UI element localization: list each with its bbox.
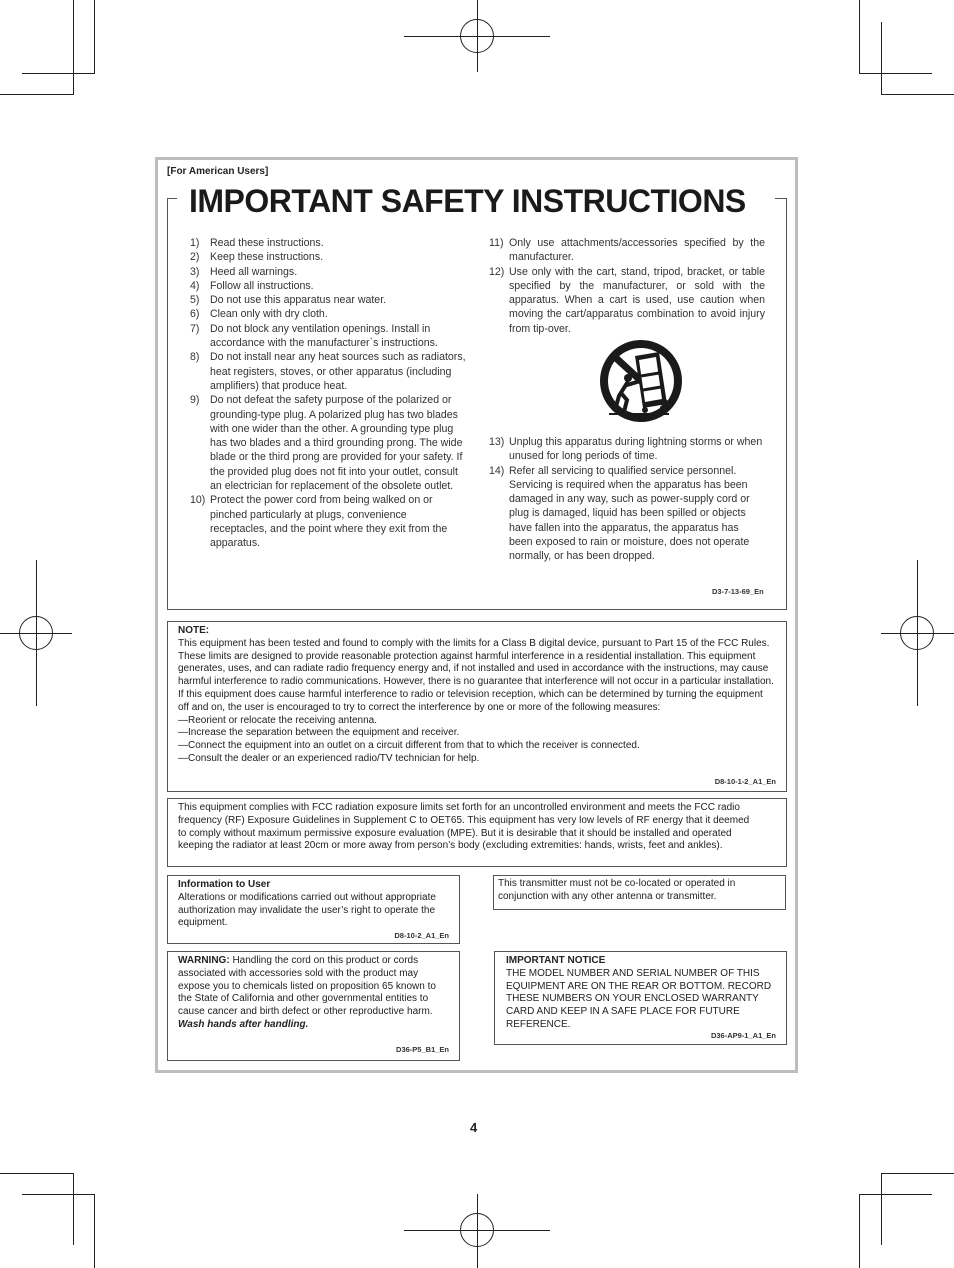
important-notice-box	[494, 951, 787, 1045]
registration-circle-icon	[19, 616, 53, 650]
document-code: D8-10-2_A1_En	[394, 931, 449, 940]
instruction-item	[489, 265, 765, 336]
instruction-item	[489, 435, 765, 464]
note-measure-item: —Reorient or relocate the receiving antenna.	[178, 714, 378, 726]
instruction-text: Clean only with dry cloth.	[210, 308, 328, 321]
instructions-list-right	[489, 236, 765, 336]
document-code: D36-P5_B1_En	[396, 1045, 449, 1054]
instruction-text: Read these instructions.	[210, 237, 324, 249]
instruction-text: Protect the power cord from being walked on or pinched particularly at plugs, convenience receptacles, and the point where they exit from the apparatus.	[210, 494, 448, 550]
instruction-text: Do not defeat the safety purpose of the polarized or grounding-type plug. A polarized plug has two blades with one wider than the other. A grounding type plug has two blades and a third grounding prong. The wide blade or the third prong are provided for your safety. If the provided plug does not fit into your outlet, consult an electrician for replacement of the obsolete outlet.	[210, 394, 463, 493]
rf-exposure-box	[167, 798, 787, 867]
instruction-item	[190, 250, 466, 264]
instruction-number: 9)	[190, 394, 200, 407]
instruction-item	[190, 493, 466, 550]
info-body: Alterations or modifications carried out without appropriate authorization may invalidate the user’s right to operate the equipment.	[178, 891, 436, 929]
instruction-text: Do not install near any heat sources such as radiators, heat registers, stoves, or other apparatus (including amplifiers) that produce heat.	[210, 351, 466, 392]
instruction-number: 4)	[190, 279, 200, 292]
instruction-item	[489, 236, 765, 265]
warning-label: WARNING:	[178, 955, 230, 966]
instruction-item	[190, 307, 466, 321]
instruction-item	[190, 265, 466, 279]
instruction-text: Heed all warnings.	[210, 265, 298, 278]
instructions-list-left	[190, 236, 466, 551]
warning-box	[167, 951, 460, 1061]
document-code: D36-AP9-1_A1_En	[710, 1031, 776, 1040]
notice-heading: IMPORTANT NOTICE	[506, 955, 606, 966]
instruction-text: Do not use this apparatus near water.	[210, 294, 387, 307]
warning-body: Handling the cord on this product or cords associated with accessories sold with the product may expose you to chemicals listed on proposition 65 known to the State of California and other governmental entities to cause cancer and birth defect or other reproductive harm.	[178, 955, 436, 1018]
rf-exposure-text: This equipment complies with FCC radiation exposure limits set forth for an uncontrolled environment and meets the FCC radio frequency (RF) Exposure Guidelines in Supplement C to OET65. This equipment has very low levels of RF energy that it deemed to comply without maximum permissive exposure evaluation (MPE). But it is desirable that it should be installed and operated keeping the radiator at least 20cm or more away from person’s body (excluding extremities: hands, wrists, feet and ankles).	[178, 802, 750, 852]
page-title: IMPORTANT SAFETY INSTRUCTIONS	[189, 183, 746, 219]
transmitter-notice-box	[493, 875, 786, 910]
registration-circle-icon	[460, 1213, 494, 1247]
fcc-note-box	[167, 621, 787, 792]
instruction-item	[190, 322, 466, 351]
instruction-number: 7)	[190, 322, 200, 335]
instruction-number: 3)	[190, 265, 200, 278]
instruction-text: Only use attachments/accessories specified by the manufacturer.	[509, 237, 765, 264]
instructions-list-right-continued	[489, 435, 765, 564]
instruction-number: 8)	[190, 351, 200, 364]
instruction-item	[190, 279, 466, 293]
note-body: This equipment has been tested and found to comply with the limits for a Class B digital device, pursuant to Part 15 of the FCC Rules. These limits are designed to provide reasonable protection against harmful interference in a residential installation. This equipment generates, uses, and can radiate radio frequency energy and, if not installed and used in accordance with the instructions, may cause harmful interference to radio communications. However, there is no guarantee that interference will not occur in a particular installation. If this equipment does cause harmful interference to radio or television reception, which can be determined by turning the equipment off and on, the user is encouraged to try to correct the interference by one or more of the following measures:	[178, 637, 774, 713]
note-measure-item: —Increase the separation between the equipment and receiver.	[178, 727, 460, 739]
instruction-text: Do not block any ventilation openings. Install in accordance with the manufacturer`s instructions.	[210, 322, 438, 350]
audience-label: [For American Users]	[167, 166, 269, 177]
info-heading: Information to User	[178, 879, 271, 890]
instruction-number: 11)	[489, 237, 504, 249]
instruction-number: 2)	[190, 251, 200, 264]
instruction-number: 12)	[489, 265, 505, 278]
document-code: D8-10-1-2_A1_En	[714, 777, 776, 786]
instruction-item	[190, 236, 466, 250]
instruction-number: 14)	[489, 464, 505, 477]
note-measures-list	[178, 715, 776, 766]
instruction-number: 13)	[489, 436, 505, 448]
note-measure-item: —Consult the dealer or an experienced radio/TV technician for help.	[178, 752, 480, 764]
info-to-user-box	[167, 875, 460, 944]
instruction-number: 6)	[190, 308, 200, 321]
note-measure-item: —Connect the equipment into an outlet on a circuit different from that to which the receiver is connected.	[178, 740, 640, 752]
instruction-item	[190, 350, 466, 393]
cart-tipover-warning-icon	[597, 338, 685, 424]
page-number: 4	[470, 1120, 478, 1135]
instruction-text: Refer all servicing to qualified service personnel. Servicing is required when the apparatus has been damaged in any way, such as power-supply cord or plug is damaged, liquid has been spilled or objects have fallen into the apparatus, the apparatus has been exposed to rain or moisture, does not operate normally, or has been dropped.	[509, 464, 750, 563]
note-heading: NOTE:	[178, 625, 210, 636]
warning-emphasis: Wash hands after handling.	[178, 1018, 309, 1030]
instruction-text: Keep these instructions.	[210, 251, 324, 264]
instruction-number: 1)	[190, 237, 200, 249]
instruction-item	[489, 464, 765, 564]
notice-body: THE MODEL NUMBER AND SERIAL NUMBER OF THIS EQUIPMENT ARE ON THE REAR OR BOTTOM. RECORD THESE NUMBERS ON YOUR ENCLOSED WARRANTY CARD AND KEEP IN A SAFE PLACE FOR FUTURE REFERENCE.	[506, 967, 772, 1030]
registration-circle-icon	[900, 616, 934, 650]
instruction-number: 5)	[190, 294, 200, 307]
instruction-text: Use only with the cart, stand, tripod, bracket, or table specified by the manufacturer, or sold with the apparatus. When a cart is used, use caution when moving the cart/apparatus combination to avoid injury from tip-over.	[509, 265, 765, 335]
transmitter-text: This transmitter must not be co-located or operated in conjunction with any other antenna or transmitter.	[498, 878, 736, 902]
instruction-item	[190, 293, 466, 307]
document-code: D3-7-13-69_En	[712, 587, 764, 596]
instruction-item	[190, 393, 466, 493]
registration-circle-icon	[460, 19, 494, 53]
instruction-text: Follow all instructions.	[210, 279, 314, 292]
instruction-number: 10)	[190, 494, 206, 507]
instruction-text: Unplug this apparatus during lightning storms or when unused for long periods of time.	[509, 436, 763, 463]
